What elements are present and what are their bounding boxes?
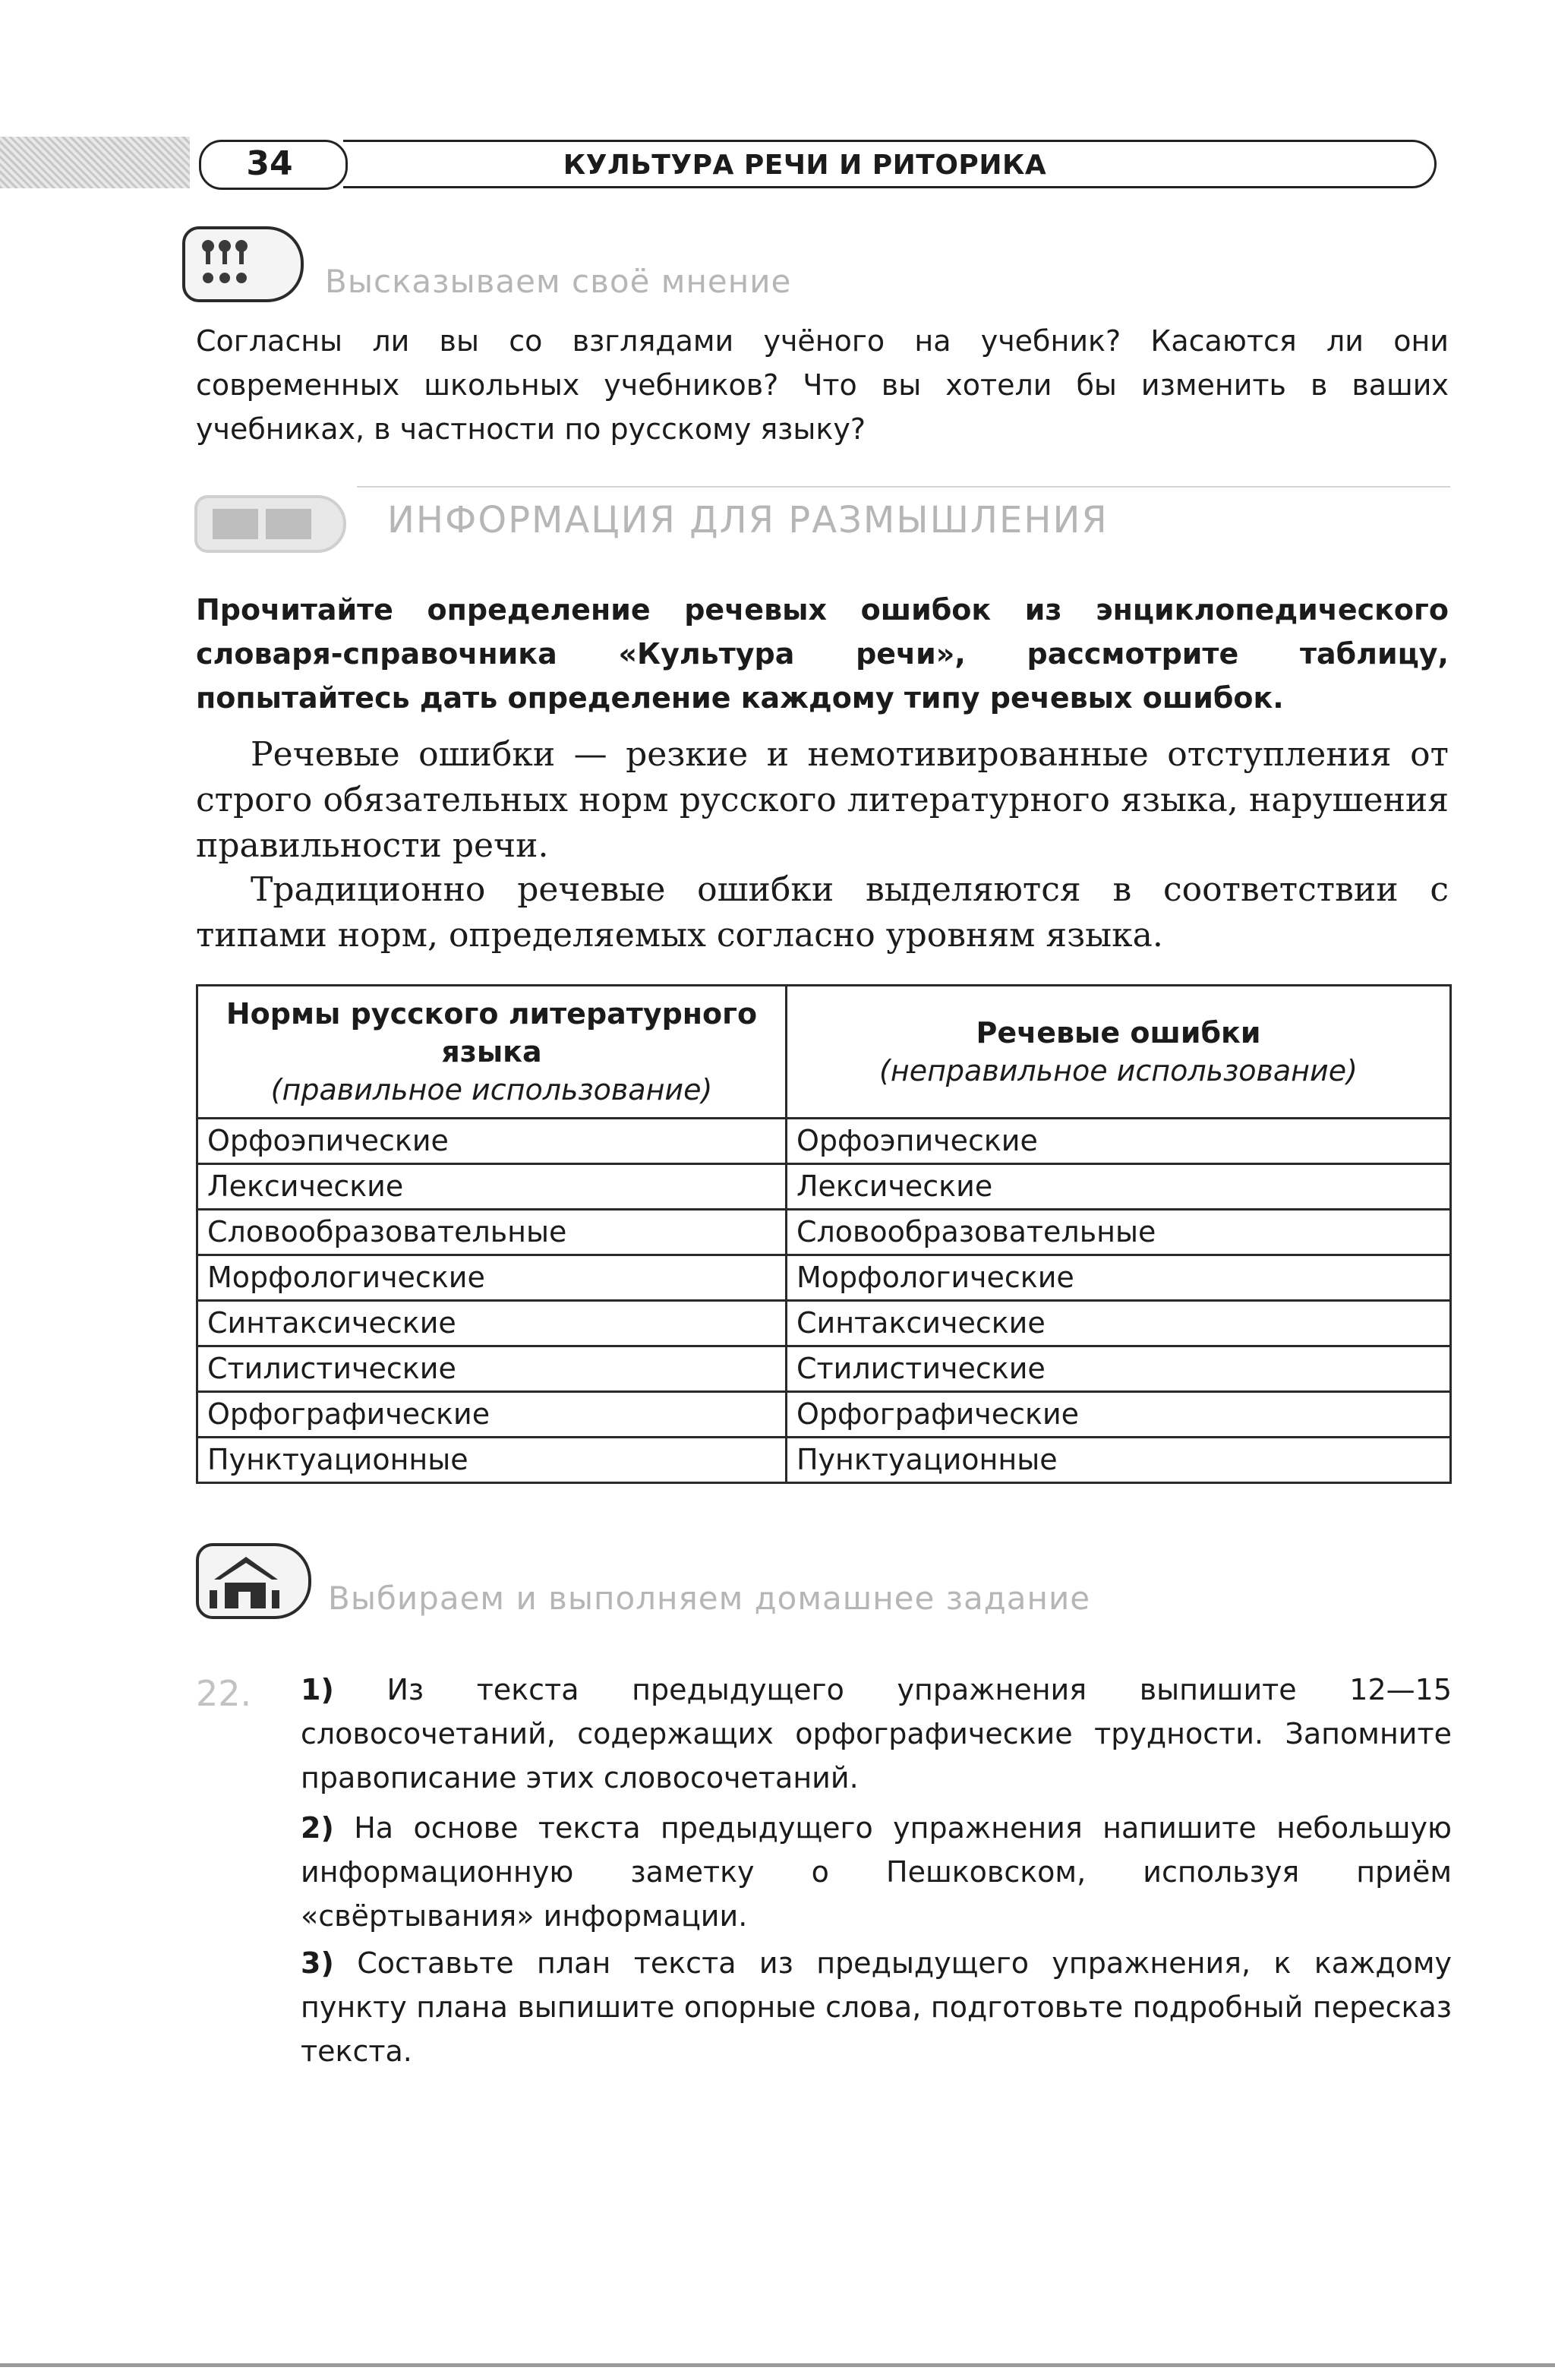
error-cell: Лексические xyxy=(786,1164,1450,1210)
errors-header-label: Речевые ошибки xyxy=(976,1016,1261,1050)
norms-header-label: Нормы русского литературного языка xyxy=(226,997,758,1068)
speech-errors-table xyxy=(196,984,1452,1484)
header-decoration xyxy=(0,137,190,188)
info-heading-underline xyxy=(357,486,1450,488)
page-number: 34 xyxy=(246,144,293,183)
norm-cell: Пунктуационные xyxy=(197,1438,787,1483)
table-row xyxy=(197,1392,1451,1438)
task-text: Из текста предыдущего упражнения выпишите 12—15 словосочетаний, содержащих орфографические трудности. Запомните правописание этих словосочетаний. xyxy=(301,1673,1452,1794)
task-text: На основе текста предыдущего упражнения напишите небольшую информационную заметку о Пешковском, используя приём «свёртывания» информации. xyxy=(301,1811,1452,1933)
norm-cell: Лексические xyxy=(197,1164,787,1210)
table-row xyxy=(197,1164,1451,1210)
table-header-errors xyxy=(786,986,1450,1119)
table-row xyxy=(197,1255,1451,1301)
error-cell: Орфографические xyxy=(786,1392,1450,1438)
table-row xyxy=(197,1210,1451,1255)
classification-paragraph: Традиционно речевые ошибки выделяются в соответствии с типами норм, определяемых согласно уровням языка. xyxy=(196,870,1449,955)
homework-heading: Выбираем и выполняем домашнее задание xyxy=(328,1580,1091,1617)
opinion-text: Согласны ли вы со взглядами учёного на учебник? Касаются ли они современных школьных учебников? Что вы хотели бы изменить в ваших учебниках, в частности по русскому языку? xyxy=(196,324,1449,446)
norm-cell: Морфологические xyxy=(197,1255,787,1301)
error-cell: Пунктуационные xyxy=(786,1438,1450,1483)
running-title: КУЛЬТУРА РЕЧИ И РИТОРИКА xyxy=(563,150,1047,181)
norm-cell: Орфографические xyxy=(197,1392,787,1438)
norms-header-hint: (правильное использование) xyxy=(270,1073,713,1106)
house-icon xyxy=(196,1543,311,1619)
homework-task-3 xyxy=(301,1941,1452,2073)
exercise-number: 22. xyxy=(196,1673,252,1714)
error-cell: Стилистические xyxy=(786,1346,1450,1392)
error-cell: Орфоэпические xyxy=(786,1119,1450,1164)
norm-cell: Словообразовательные xyxy=(197,1210,787,1255)
task-number: 3) xyxy=(301,1946,334,1980)
norm-cell: Синтаксические xyxy=(197,1301,787,1346)
table-row xyxy=(197,1301,1451,1346)
norm-cell: Орфоэпические xyxy=(197,1119,787,1164)
book-icon xyxy=(194,495,346,553)
task-number: 1) xyxy=(301,1673,334,1706)
homework-task-1 xyxy=(301,1668,1452,1800)
homework-task-2 xyxy=(301,1806,1452,1938)
norm-cell: Стилистические xyxy=(197,1346,787,1392)
table-row xyxy=(197,1346,1451,1392)
task-text: Составьте план текста из предыдущего упражнения, к каждому пункту плана выпишите опорные слова, подготовьте подробный пересказ текста. xyxy=(301,1946,1452,2068)
task-number: 2) xyxy=(301,1811,334,1845)
error-cell: Словообразовательные xyxy=(786,1210,1450,1255)
error-cell: Синтаксические xyxy=(786,1301,1450,1346)
opinion-heading: Высказываем своё мнение xyxy=(325,263,792,300)
table-header-norms xyxy=(197,986,787,1119)
info-task: Прочитайте определение речевых ошибок из энциклопедического словаря-справочника «Культура речи», рассмотрите таблицу, попытайтесь дать определение каждому типу речевых ошибок. xyxy=(196,593,1449,715)
page-header xyxy=(0,129,1555,197)
info-heading: ИНФОРМАЦИЯ ДЛЯ РАЗМЫШЛЕНИЯ xyxy=(387,499,1109,541)
table-row xyxy=(197,1438,1451,1483)
people-icon xyxy=(182,226,304,302)
table-header-row xyxy=(197,986,1451,1119)
page-bottom-edge xyxy=(0,2363,1555,2367)
table-row xyxy=(197,1119,1451,1164)
errors-header-hint: (неправильное использование) xyxy=(879,1054,1358,1087)
definition-paragraph: Речевые ошибки — резкие и немотивированные отступления от строго обязательных норм русского литературного языка, нарушения правильности речи. xyxy=(196,735,1449,865)
error-cell: Морфологические xyxy=(786,1255,1450,1301)
